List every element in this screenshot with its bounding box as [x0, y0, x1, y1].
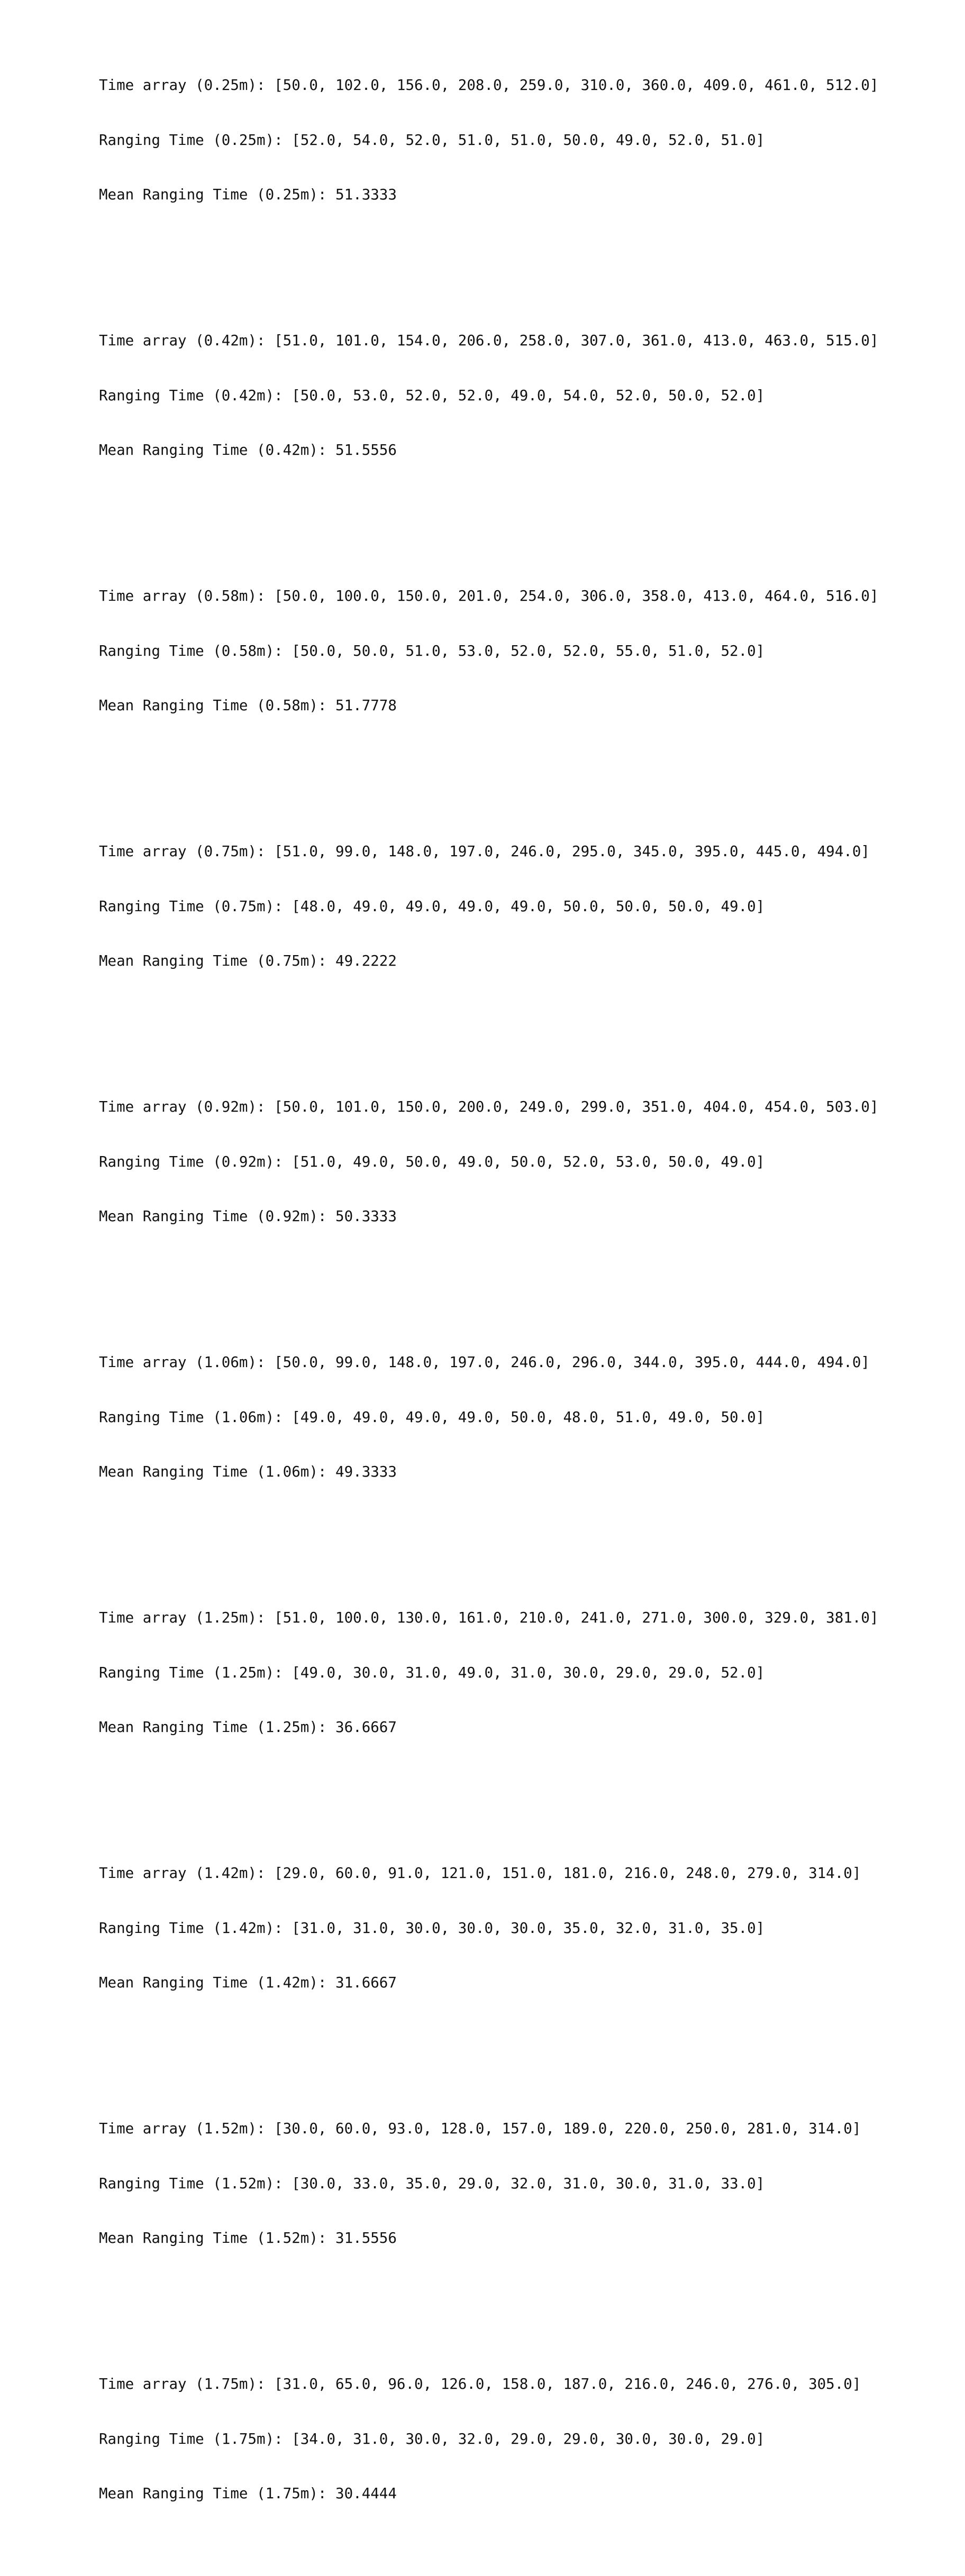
mean-ranging-time-line: Mean Ranging Time (0.58m): 51.7778: [99, 697, 397, 714]
output-block: [99, 2083, 924, 2284]
ranging-time-line: Ranging Time (0.42m): [50.0, 53.0, 52.0, 52.0, 49.0, 54.0, 52.0, 50.0, 52.0]: [99, 387, 765, 404]
output-block: [99, 806, 924, 1007]
time-array-line: Time array (0.25m): [50.0, 102.0, 156.0, 208.0, 259.0, 310.0, 360.0, 409.0, 461.0, 512.0]: [99, 77, 879, 94]
output-block: [99, 1317, 924, 1518]
time-array-line: Time array (1.06m): [50.0, 99.0, 148.0, 197.0, 246.0, 296.0, 344.0, 395.0, 444.0, 494.0]: [99, 1354, 870, 1371]
time-array-line: Time array (0.58m): [50.0, 100.0, 150.0, 201.0, 254.0, 306.0, 358.0, 413.0, 464.0, 516.0]: [99, 588, 879, 604]
time-array-line: Time array (1.42m): [29.0, 60.0, 91.0, 121.0, 151.0, 181.0, 216.0, 248.0, 279.0, 314.0]: [99, 1865, 861, 1882]
output-block: [99, 1828, 924, 2029]
ranging-time-line: Ranging Time (1.75m): [34.0, 31.0, 30.0, 32.0, 29.0, 29.0, 30.0, 30.0, 29.0]: [99, 2430, 765, 2447]
ranging-time-line: Ranging Time (1.25m): [49.0, 30.0, 31.0, 49.0, 31.0, 30.0, 29.0, 29.0, 52.0]: [99, 1664, 765, 1681]
ranging-time-line: Ranging Time (1.52m): [30.0, 33.0, 35.0, 29.0, 32.0, 31.0, 30.0, 31.0, 33.0]: [99, 2175, 765, 2192]
ranging-time-line: Ranging Time (0.58m): [50.0, 50.0, 51.0, 53.0, 52.0, 52.0, 55.0, 51.0, 52.0]: [99, 642, 765, 659]
mean-ranging-time-line: Mean Ranging Time (1.52m): 31.5556: [99, 2230, 397, 2247]
mean-ranging-time-line: Mean Ranging Time (0.25m): 51.3333: [99, 186, 397, 203]
mean-ranging-time-line: Mean Ranging Time (0.75m): 49.2222: [99, 952, 397, 969]
ranging-time-line: Ranging Time (0.92m): [51.0, 49.0, 50.0, 49.0, 50.0, 52.0, 53.0, 50.0, 49.0]: [99, 1153, 765, 1170]
mean-ranging-time-line: Mean Ranging Time (0.42m): 51.5556: [99, 442, 397, 459]
output-block: [99, 551, 924, 751]
ranging-time-line: Ranging Time (0.75m): [48.0, 49.0, 49.0, 49.0, 49.0, 50.0, 50.0, 50.0, 49.0]: [99, 897, 765, 915]
time-array-line: Time array (0.92m): [50.0, 101.0, 150.0, 200.0, 249.0, 299.0, 351.0, 404.0, 454.0, 503.0]: [99, 1098, 879, 1115]
time-array-line: Time array (0.42m): [51.0, 101.0, 154.0, 206.0, 258.0, 307.0, 361.0, 413.0, 463.0, 515.0]: [99, 332, 879, 349]
mean-ranging-time-line: Mean Ranging Time (1.06m): 49.3333: [99, 1463, 397, 1480]
output-block: [99, 295, 924, 496]
time-array-line: Time array (0.75m): [51.0, 99.0, 148.0, 197.0, 246.0, 295.0, 345.0, 395.0, 445.0, 494.0]: [99, 843, 870, 860]
ranging-time-line: Ranging Time (1.06m): [49.0, 49.0, 49.0, 49.0, 50.0, 48.0, 51.0, 49.0, 50.0]: [99, 1408, 765, 1426]
mean-ranging-time-line: Mean Ranging Time (0.92m): 50.3333: [99, 1208, 397, 1225]
time-array-line: Time array (1.52m): [30.0, 60.0, 93.0, 128.0, 157.0, 189.0, 220.0, 250.0, 281.0, 314.0]: [99, 2120, 861, 2137]
output-block: [99, 1572, 924, 1773]
ranging-time-line: Ranging Time (1.42m): [31.0, 31.0, 30.0, 30.0, 30.0, 35.0, 32.0, 31.0, 35.0]: [99, 1919, 765, 1937]
console-output: [99, 3, 924, 2576]
time-array-line: Time array (1.25m): [51.0, 100.0, 130.0, 161.0, 210.0, 241.0, 271.0, 300.0, 329.0, 381.0]: [99, 1609, 879, 1626]
output-block: [99, 2339, 924, 2540]
mean-ranging-time-line: Mean Ranging Time (1.75m): 30.4444: [99, 2485, 397, 2502]
time-array-line: Time array (1.75m): [31.0, 65.0, 96.0, 126.0, 158.0, 187.0, 216.0, 246.0, 276.0, 305.0]: [99, 2376, 861, 2392]
mean-ranging-time-line: Mean Ranging Time (1.42m): 31.6667: [99, 1974, 397, 1991]
output-block: [99, 1061, 924, 1262]
output-block: [99, 40, 924, 241]
ranging-time-line: Ranging Time (0.25m): [52.0, 54.0, 52.0, 51.0, 51.0, 50.0, 49.0, 52.0, 51.0]: [99, 131, 765, 149]
mean-ranging-time-line: Mean Ranging Time (1.25m): 36.6667: [99, 1719, 397, 1736]
